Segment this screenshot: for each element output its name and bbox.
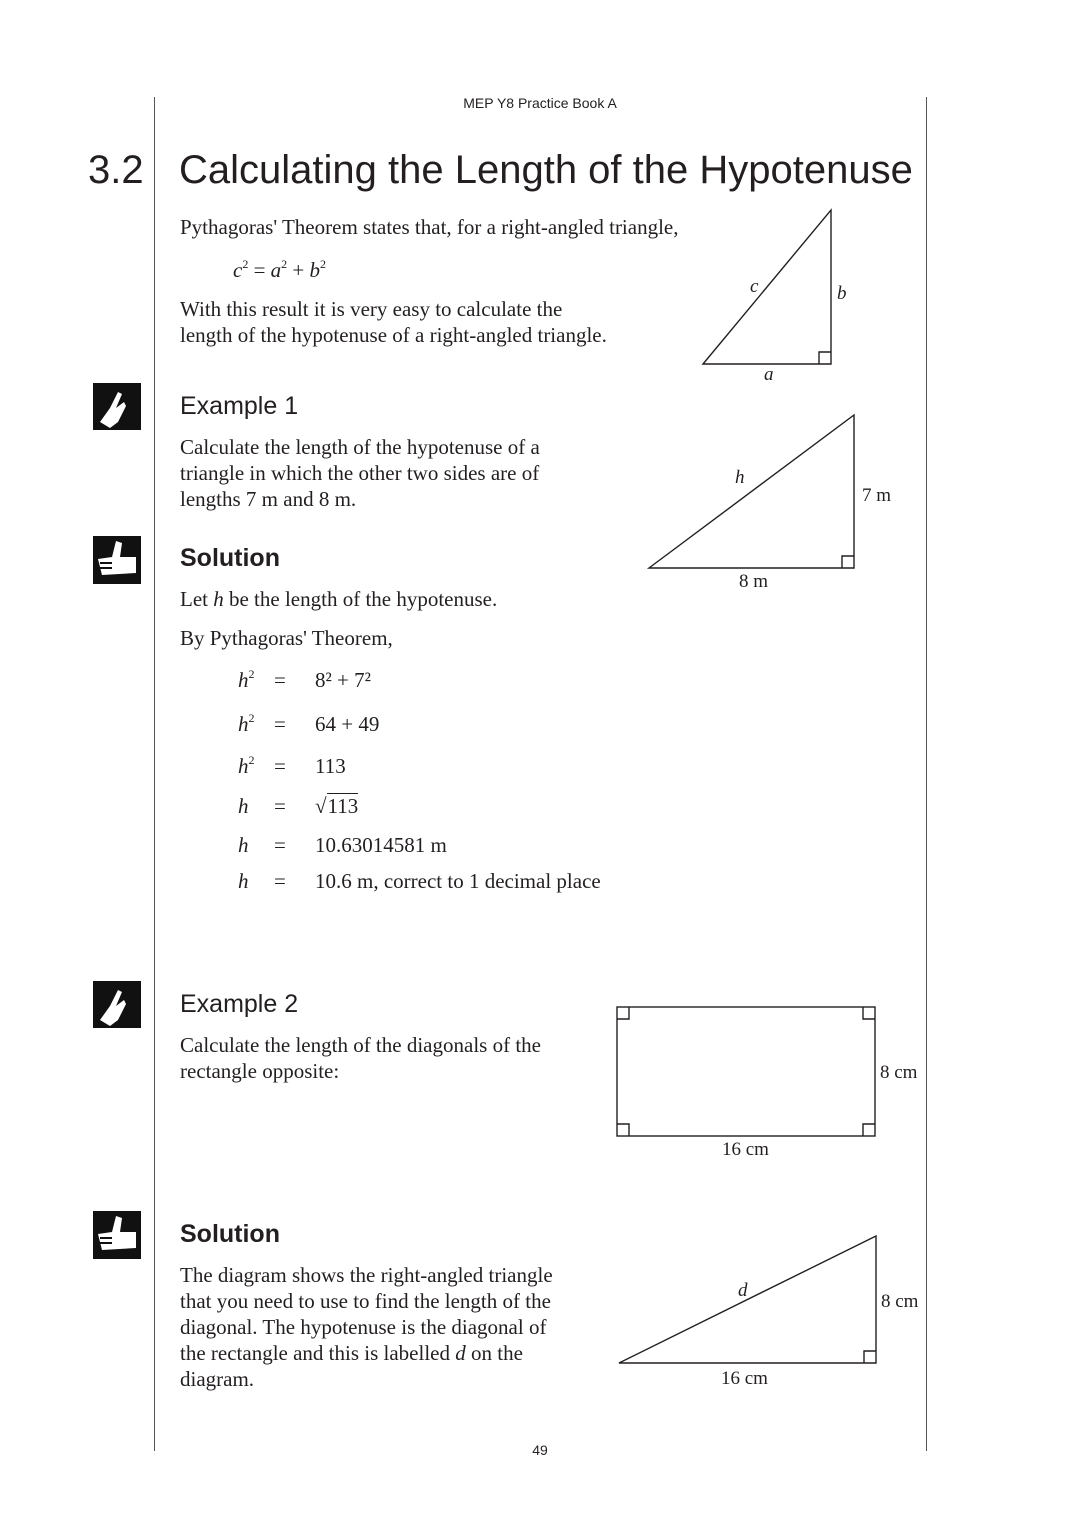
intro-line-3: length of the hypotenuse of a right-angled triangle.	[180, 323, 607, 347]
label-16cm: 16 cm	[722, 1139, 769, 1160]
text: the rectangle and this is labelled	[180, 1341, 456, 1365]
equals: =	[274, 794, 286, 818]
example-1-line: lengths 7 m and 8 m.	[180, 487, 357, 511]
rhs-text: 10.63014581 m	[315, 833, 447, 857]
var-h: h	[238, 869, 249, 893]
label-8cm: 8 cm	[881, 1291, 919, 1312]
exp: 2	[281, 257, 288, 271]
example-2-line: Calculate the length of the diagonals of the	[180, 1033, 541, 1057]
var-h: h	[238, 712, 249, 736]
var-b: b	[309, 258, 321, 282]
var-h: h	[238, 754, 249, 778]
var-a: a	[270, 258, 282, 282]
solution-2-line: diagram.	[180, 1367, 255, 1391]
equals: =	[274, 668, 286, 692]
page-title: Calculating the Length of the Hypotenuse	[179, 148, 913, 192]
example-1-line: triangle in which the other two sides are of	[180, 461, 540, 485]
example-1-line: Calculate the length of the hypotenuse of a	[180, 435, 540, 459]
label-7m: 7 m	[862, 485, 892, 506]
sqrt-sign: √	[315, 794, 327, 818]
exp: 2	[248, 753, 255, 767]
example-2-line: rectangle opposite:	[180, 1059, 340, 1083]
plus: +	[287, 258, 310, 282]
equals: =	[274, 712, 286, 736]
rhs-text: 64 + 49	[315, 712, 380, 736]
rhs-text: 10.6 m, correct to 1 decimal place	[315, 869, 601, 893]
exp: 2	[320, 257, 327, 271]
label-b: b	[837, 283, 847, 304]
page-number: 49	[532, 1442, 548, 1458]
rhs-text: 113	[315, 754, 346, 778]
solution-2-line: that you need to use to find the length of the	[180, 1289, 551, 1313]
text: Let	[180, 587, 214, 611]
section-number: 3.2	[88, 148, 144, 192]
label-16cm: 16 cm	[721, 1368, 768, 1389]
var-h: h	[238, 794, 249, 818]
label-a: a	[764, 364, 774, 385]
text: be the length of the hypotenuse.	[223, 587, 498, 611]
solution-1-line-2: By Pythagoras' Theorem,	[180, 626, 393, 650]
var-d: d	[455, 1341, 466, 1365]
var-c: c	[233, 258, 243, 282]
var-h: h	[238, 833, 249, 857]
intro-line-1: Pythagoras' Theorem states that, for a right-angled triangle,	[180, 215, 679, 239]
example-2-rectangle	[617, 1007, 875, 1136]
exp: 2	[248, 667, 255, 681]
label-8m: 8 m	[739, 571, 769, 592]
radicand: 113	[327, 794, 359, 818]
var-h: h	[213, 587, 224, 611]
label-d: d	[738, 1280, 748, 1301]
label-h: h	[735, 467, 745, 488]
running-header: MEP Y8 Practice Book A	[463, 95, 617, 111]
label-8cm: 8 cm	[880, 1062, 918, 1083]
solution-2-line: The diagram shows the right-angled triangle	[180, 1263, 553, 1287]
equals: =	[274, 869, 286, 893]
example-1-triangle	[649, 415, 854, 568]
equals: =	[274, 754, 286, 778]
equals: =	[274, 833, 286, 857]
example-2-heading: Example 2	[180, 990, 299, 1018]
equals: =	[248, 258, 271, 282]
exp: 2	[242, 257, 249, 271]
example-1-heading: Example 1	[180, 392, 299, 420]
solution-1-heading: Solution	[180, 544, 280, 572]
intro-line-2: With this result it is very easy to calculate the	[180, 297, 563, 321]
rhs-text: 8² + 7²	[315, 668, 371, 692]
var-h: h	[238, 668, 249, 692]
solution-2-triangle	[619, 1236, 876, 1363]
exp: 2	[248, 711, 255, 725]
label-c: c	[750, 276, 759, 297]
triangle-abc-diagram	[703, 210, 831, 364]
solution-2-line: diagonal. The hypotenuse is the diagonal of	[180, 1315, 547, 1339]
text: on the	[465, 1341, 523, 1365]
solution-2-heading: Solution	[180, 1220, 280, 1248]
